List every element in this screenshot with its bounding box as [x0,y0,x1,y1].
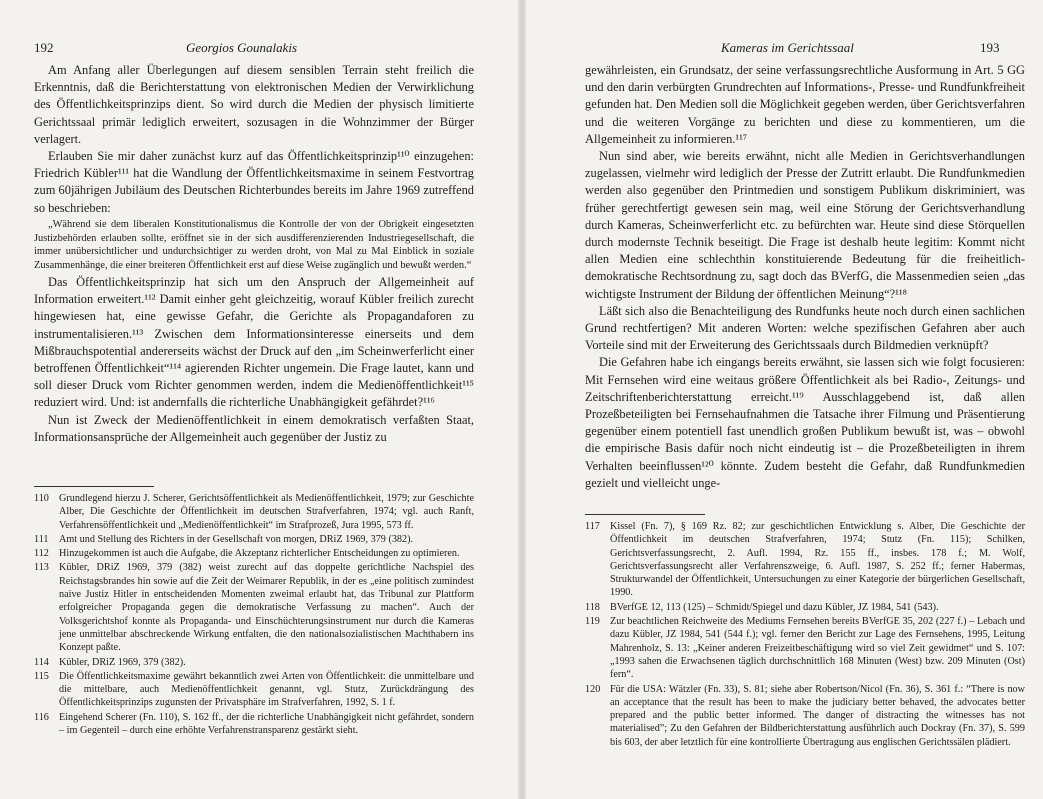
paragraph: Die Gefahren habe ich eingangs bereits erwähnt, sie lassen sich wie folgt focusieren: Mit Fernsehen wird eine weitaus größere Öffentlichkeit als bei Radio-, Zeitungs- und Zeitschriftenberichterstattung erreicht.¹¹⁹ Ausschlaggebend ist, daß allen Prozeßbeteiligten bei Fernsehaufnahmen die Tatsache ihrer Filmung und Präsentierung gegenüber einem potentiell fast unendlich großen Publikum bewußt ist, was – obwohl die empirische Basis dafür noch nicht eindeutig ist – die Prozeßbeteiligten in ihrem Verhalten beeinflussen¹²⁰ könnte. Zudem besteht die Gefahr, daß Rundfunkmedien gezielt und vielleicht unge- [585,355,1025,490]
footnote-number: 118 [585,601,600,613]
footnote-text: Amt und Stellung des Richters in der Gesellschaft von morgen, DRiZ 1969, 379 (382). [59,533,414,545]
footnote [34,533,474,546]
footnote [34,711,474,738]
footnote-number: 119 [585,616,600,628]
footnote-text: Die Öffentlichkeitsmaxime gewährt bekanntlich zwei Arten von Öffentlichkeit: die unmittelbare und die mittelbare, auch Medienöffentlichkeit genannt, vgl. Stutz, Zurückdrängung des Öffentlichkeitsprinzips zugunsten der Privatsphäre im Strafverfahren, 1992, S. 1 f. [59,670,474,709]
footnotes [585,520,1025,750]
footnote [34,670,474,710]
footnote-text: Kübler, DRiZ 1969, 379 (382) weist zurecht auf das doppelte gerichtliche Nachspiel des Reichstagsbrandes hin sowie auf die Zeit der Weimarer Republik, in der es „eine politisch zumindest naive Justiz Hitler in entscheidenden Momenten zweimal erlaubt hat, das Tribunal zur Plattform erfolgreicher Propaganda gegen die demokratische Verfassung zu machen“. Auch der Volksgerichtshof konnte als Propaganda- und Einschüchterungsinstrument nur durch die Kameras jene unmittelbar abschreckende Wirkung entfalten, die den nationalsozialistischen Machthabern ins Konzept paßte. [59,562,474,654]
paragraph: Am Anfang aller Überlegungen auf diesem sensiblen Terrain steht freilich die Erkenntnis, daß die Berichterstattung von elektronischen Medien der Verwirklichung des Öffentlichkeitsprinzips dient. So wird durch die Medien der physisch limitierte Gerichtssaal primär lediglich erweitert, sozusagen in die Wohnzimmer der Bürger verlagert. [34,63,474,146]
footnote [34,492,474,532]
footnote-rule [34,486,154,487]
body-text [585,62,1025,492]
body-text [34,62,474,446]
paragraph: Läßt sich also die Benachteiligung des Rundfunks heute noch durch einen sachlichen Grund rechtfertigen? Mit anderen Worten: welche spezifischen Gefahren aber auch Vorteile sind mit der Erweiterung des Gerichtssaals durch Bildmedien verknüpft? [585,303,1025,353]
footnote [34,656,474,669]
footnote-text: Zur beachtlichen Reichweite des Mediums Fernsehen bereits BVerfGE 35, 202 (227 f.) – Lebach und dazu Kübler, JZ 1984, 541 (544 f.); vgl. ferner den Bericht zur Lage des Fernsehens, 1995, Leitung Mahrenholz, S. 13: „Keiner anderen Freizeitbeschäftigung wird so viel Zeit gewidmet“ und S. 107: „1993 sahen die Erwachsenen täglich durchschnittlich 168 Minuten (West) bzw. 209 Minuten (Ost) fern“. [610,616,1025,681]
footnote-number: 112 [34,548,49,560]
footnote [585,683,1025,749]
footnote-text: Grundlegend hierzu J. Scherer, Gerichtsöffentlichkeit als Medienöffentlichkeit, 1979; zur Geschichte Alber, Die Geschichte der Öffentlichkeit im deutschen Strafverfahren, 1974; vgl. auch Ranft, Verfahrensöffentlichkeit und „Medienöffentlichkeit“ im Strafprozeß, Jura 1995, 573 ff. [59,493,474,531]
footnote [585,601,1025,614]
paragraph: Erlauben Sie mir daher zunächst kurz auf das Öffentlichkeitsprinzip¹¹⁰ einzugehen: Friedrich Kübler¹¹¹ hat die Wandlung der Öffentlichkeitsmaxime in seinem Festvortrag zum 60jährigen Jubiläum des Deutschen Richterbundes bereits im Jahre 1969 zutreffend so beschrieben: [34,149,474,215]
footnote-text: Hinzugekommen ist auch die Aufgabe, die Akzeptanz richterlicher Entscheidungen zu optimieren. [59,548,460,560]
footnote-number: 116 [34,711,49,723]
footnote-text: BVerfGE 12, 113 (125) – Schmidt/Spiegel und dazu Kübler, JZ 1984, 541 (543). [610,601,939,613]
paragraph: Nun ist Zweck der Medienöffentlichkeit in einem demokratisch verfaßten Staat, Informationsansprüche der Allgemeinheit auch gegenüber der Justiz zu [34,412,474,444]
right-page [525,0,1043,799]
footnote-number: 113 [34,562,49,574]
footnote-number: 111 [34,533,49,545]
block-quote: „Während sie dem liberalen Konstitutionalismus die Kontrolle der von der Obrigkeit eingesetzten Justizbehörden erlauben sollte, eröffnet sie in der sich ausdifferenzierenden Industriegesellschaft, die immer unübersichtlicher und undurchsichtiger zu werden droht, von Mal zu Mal Einblick in soziale Zusammenhänge, die einer breiteren Öffentlichkeit erst auf diese Weise zugänglich und bewußt werden.“ [34,218,474,272]
paragraph: gewährleisten, ein Grundsatz, der seine verfassungsrechtliche Ausformung in Art. 5 GG und den darin verbürgten Grundrechten auf Informations-, Presse- und Rundfunkfreiheit gefunden hat. Den Medien soll die Möglichkeit gegeben werden, über Gerichtsverfahren und die weiteren Vorgänge zu berichten und diese zu kommentieren, um die Allgemeinheit zu informieren.¹¹⁷ [585,63,1025,146]
footnote-rule [585,514,705,515]
footnote [34,547,474,560]
running-head: Kameras im Gerichtssaal [721,40,854,55]
footnote-number: 120 [585,683,601,695]
footnote-number: 115 [34,670,49,682]
page-number: 193 [980,40,1000,55]
left-page [0,0,519,799]
footnote-text: Für die USA: Wätzler (Fn. 33), S. 81; siehe aber Robertson/Nicol (Fn. 36), S. 361 f.: “There is now an acceptance that the result has been to make the judiciary better behaved, the advocates better prepared and the public better informed. The danger of distracting the witnesses has not materialised”; Zu den Gefahren der Bildberichterstattung ausführlich auch Dockray (Fn. 37), S. 599 bis 603, der aber letztlich für eine kontrollierte Übertragung aus englischen Gerichtssälen plädiert. [610,683,1025,748]
footnotes [34,492,474,738]
page-number: 192 [34,40,54,55]
footnote [34,561,474,654]
footnote-number: 114 [34,656,49,668]
footnote [585,615,1025,681]
footnote-text: Eingehend Scherer (Fn. 110), S. 162 ff., der die richterliche Unabhängigkeit nicht gefährdet, sondern – im Gegenteil – durch eine erhöhte Verfahrenstransparenz gestärkt sieht. [59,711,474,737]
running-head: Georgios Gounalakis [186,40,298,55]
paragraph: Nun sind aber, wie bereits erwähnt, nicht alle Medien in Gerichtsverhandlungen zugelassen, vielmehr wird lediglich der Presse der Zutritt erlaubt. Die Rundfunkmedien werden also gegenüber den Printmedien und sonstigem Publikum diskriminiert, was früher gerechtfertigt gewesen sein mag, weil eine Störung der Gerichtsverhandlung durch Kameras, Scheinwerferlicht etc. zu befürchten war. Heute sind diese Störquellen durch modernste Technik beseitigt. Die Frage ist deshalb heute legitim: Kommt nicht allen Medien eine schlechthin konstituierende Bedeutung für die freiheitlich-demokratische Rechtsordnung zu, sagt doch das BVerfG, die Massenmedien seien „das wichtigste Instrument der Bildung der öffentlichen Meinung“?¹¹⁸ [585,149,1025,301]
paragraph: Das Öffentlichkeitsprinzip hat sich um den Anspruch der Allgemeinheit auf Information erweitert.¹¹² Damit einher geht gleichzeitig, worauf Kübler freilich zurecht hingewiesen hat, eine gewisse Gefahr, die Gerichte als Propagandaforen zu instrumentalisieren.¹¹³ Zwischen dem Informationsinteresse einerseits und dem Mißbrauchspotential andererseits wächst der Druck auf den „im Scheinwerferlicht einer betroffenen Öffentlichkeit“¹¹⁴ agierenden Richter ungemein. Die Frage lautet, kann und soll dieser Druck vom Richter genommen werden, indem die Medienöffentlichkeit¹¹⁵ reduziert wird. Und: ist andernfalls die richterliche Unabhängigkeit gefährdet?¹¹⁶ [34,275,474,410]
footnote-number: 110 [34,493,49,504]
footnote-text: Kissel (Fn. 7), § 169 Rz. 82; zur geschichtlichen Entwicklung s. Alber, Die Geschichte der Öffentlichkeit im deutschen Strafverfahren, 1974; Stutz (Fn. 115); Schilken, Gerichtsverfassungsrecht, 2. Aufl. 1994, Rz. 155 ff., insbes. 178 f.; M. Wolf, Gerichtsverfassungsrecht aller Verfahrenszweige, 6. Aufl. 1987, S. 252 ff.; ferner Habermas, Strukturwandel der Öffentlichkeit, Untersuchungen zu einer Kategorie der bürgerlichen Gesellschaft, 1990. [610,521,1025,599]
footnote [585,520,1025,600]
footnote-text: Kübler, DRiZ 1969, 379 (382). [59,656,186,668]
footnote-number: 117 [585,521,600,532]
